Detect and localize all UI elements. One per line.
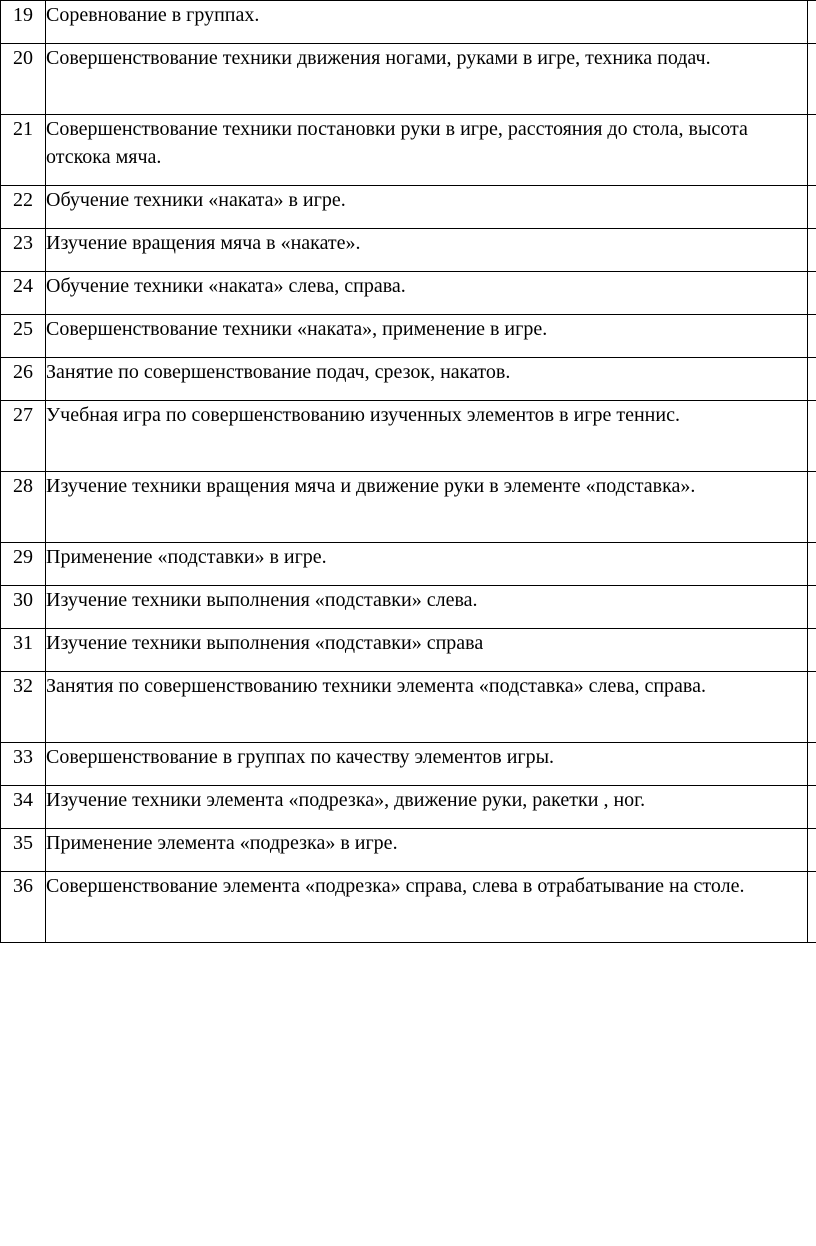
row-number: 20	[1, 44, 46, 115]
row-topic: Обучение техники «наката» в игре.	[46, 186, 808, 229]
table-row	[1, 829, 816, 872]
row-number: 26	[1, 358, 46, 401]
table-row	[1, 186, 816, 229]
table-row	[1, 786, 816, 829]
row-topic: Учебная игра по совершенствованию изученных элементов в игре теннис.	[46, 401, 808, 472]
row-number: 24	[1, 272, 46, 315]
row-number: 23	[1, 229, 46, 272]
row-topic: Изучение техники вращения мяча и движение руки в элементе «подставка».	[46, 472, 808, 543]
row-topic: Совершенствование элемента «подрезка» справа, слева в отрабатывание на столе.	[46, 872, 808, 943]
row-number: 32	[1, 672, 46, 743]
table-row	[1, 472, 816, 543]
empty-cell	[808, 829, 816, 872]
row-number: 34	[1, 786, 46, 829]
table-row	[1, 672, 816, 743]
row-topic: Изучение техники выполнения «подставки» слева.	[46, 586, 808, 629]
empty-cell	[808, 786, 816, 829]
row-topic: Совершенствование техники движения ногами, руками в игре, техника подач.	[46, 44, 808, 115]
empty-cell	[808, 229, 816, 272]
row-topic: Применение «подставки» в игре.	[46, 543, 808, 586]
row-topic: Занятие по совершенствование подач, срезок, накатов.	[46, 358, 808, 401]
empty-cell	[808, 272, 816, 315]
row-topic: Совершенствование техники постановки руки в игре, расстояния до стола, высота отскока мяча.	[46, 115, 808, 186]
empty-cell	[808, 315, 816, 358]
empty-cell	[808, 629, 816, 672]
row-topic: Занятия по совершенствованию техники элемента «подставка» слева, справа.	[46, 672, 808, 743]
row-number: 31	[1, 629, 46, 672]
row-number: 29	[1, 543, 46, 586]
empty-cell	[808, 872, 816, 943]
row-number: 28	[1, 472, 46, 543]
empty-cell	[808, 401, 816, 472]
empty-cell	[808, 358, 816, 401]
row-topic: Изучение техники элемента «подрезка», движение руки, ракетки , ног.	[46, 786, 808, 829]
row-topic: Изучение техники выполнения «подставки» справа	[46, 629, 808, 672]
row-number: 21	[1, 115, 46, 186]
empty-cell	[808, 44, 816, 115]
row-number: 25	[1, 315, 46, 358]
row-topic: Соревнование в группах.	[46, 1, 808, 44]
row-number: 30	[1, 586, 46, 629]
row-number: 19	[1, 1, 46, 44]
table-row	[1, 229, 816, 272]
row-number: 27	[1, 401, 46, 472]
row-number: 22	[1, 186, 46, 229]
table-row	[1, 586, 816, 629]
table-row	[1, 629, 816, 672]
table-row	[1, 315, 816, 358]
empty-cell	[808, 1, 816, 44]
row-topic: Изучение вращения мяча в «накате».	[46, 229, 808, 272]
table-row	[1, 358, 816, 401]
row-topic: Обучение техники «наката» слева, справа.	[46, 272, 808, 315]
table-row	[1, 272, 816, 315]
row-topic: Применение элемента «подрезка» в игре.	[46, 829, 808, 872]
empty-cell	[808, 743, 816, 786]
table-row	[1, 115, 816, 186]
table-row	[1, 401, 816, 472]
table-row	[1, 44, 816, 115]
table-row	[1, 543, 816, 586]
row-topic: Совершенствование техники «наката», применение в игре.	[46, 315, 808, 358]
table-row	[1, 872, 816, 943]
empty-cell	[808, 586, 816, 629]
empty-cell	[808, 543, 816, 586]
empty-cell	[808, 115, 816, 186]
empty-cell	[808, 186, 816, 229]
row-number: 33	[1, 743, 46, 786]
empty-cell	[808, 472, 816, 543]
row-number: 36	[1, 872, 46, 943]
row-number: 35	[1, 829, 46, 872]
row-topic: Совершенствование в группах по качеству элементов игры.	[46, 743, 808, 786]
table-row	[1, 1, 816, 44]
empty-cell	[808, 672, 816, 743]
table-left-border	[0, 0, 1, 933]
table-row	[1, 743, 816, 786]
